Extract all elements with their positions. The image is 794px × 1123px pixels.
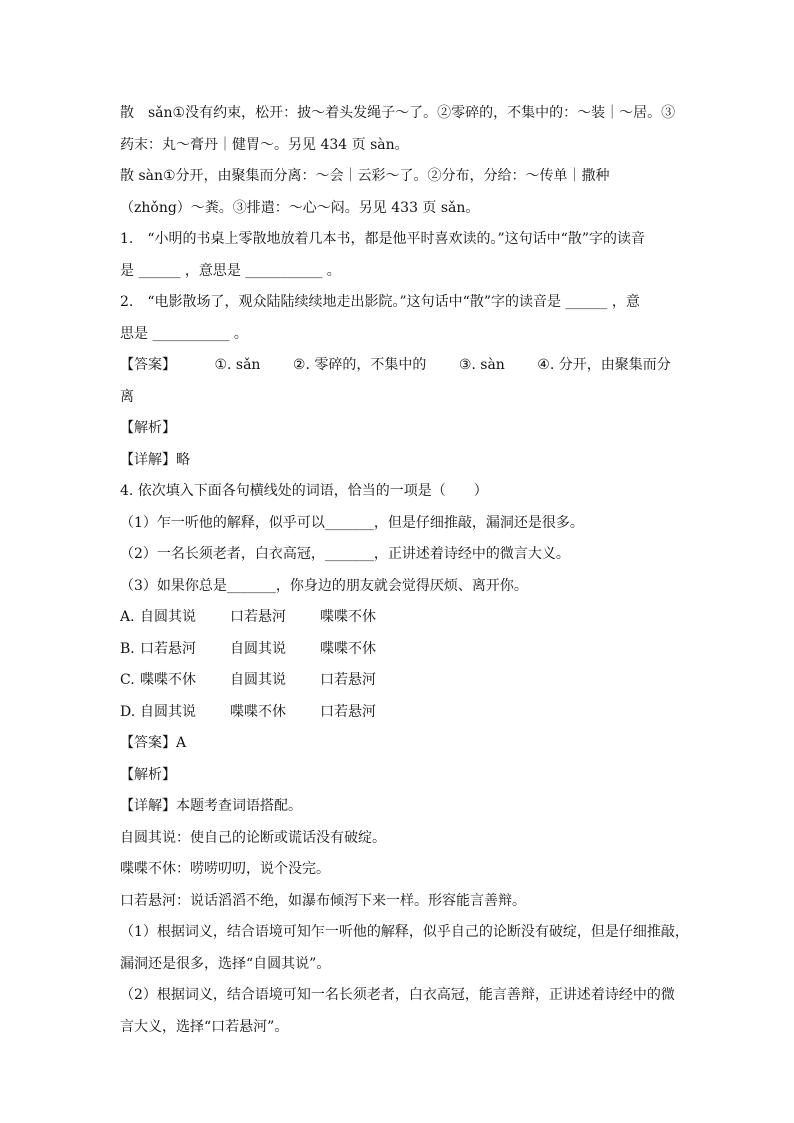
- answer-label: 【答案】: [120, 357, 176, 373]
- option-word-1: 喋喋不休: [140, 672, 196, 688]
- analysis-1-heading: 【解析】: [120, 420, 176, 436]
- analysis-4-heading: 【解析】: [120, 766, 176, 783]
- answer-1-row: [120, 350, 680, 382]
- option-label: D.: [120, 703, 136, 720]
- answer-4: 【答案】A: [120, 735, 187, 751]
- entry-san4-line1: 散 sàn①分开，由聚集而分离：～会｜云彩～了。②分布，分给：～传单｜撒种: [120, 168, 610, 184]
- answer-item-4: ④. 分开，由聚集而分: [537, 357, 671, 373]
- question-4-sentence-3: （3）如果你总是_______，你身边的朋友就会觉得厌烦、离开你。: [120, 577, 528, 594]
- option-label: A.: [120, 609, 135, 625]
- entry-san3-line1: 散 sǎn①没有约束，松开：披～着头发绳子～了。②零碎的，不集中的：～装｜～居。③: [120, 105, 676, 121]
- option-label: B.: [120, 640, 135, 657]
- question-2-line1: 2. “电影散场了，观众陆陆续续地走出影院。”这句话中“散”字的读音是 ______ ，意: [120, 294, 640, 310]
- explanation-1-line1: （1）根据词义，结合语境可知乍一听他的解释，似乎自己的论断没有破绽，但是仔细推敲，: [120, 924, 689, 940]
- question-4-sentence-1: （1）乍一听他的解释，似乎可以_______，但是仔细推敲，漏洞还是很多。: [120, 514, 584, 531]
- detail-4-heading: 【详解】本题考查词语搭配。: [120, 798, 302, 814]
- definition-1: 自圆其说：使自己的论断或谎话没有破绽。: [120, 829, 386, 846]
- explanation-2-line2: 言大义，选择“口若悬河”。: [120, 1018, 289, 1035]
- question-4-sentence-2: （2）一名长须老者，白衣高冠，_______，正讲述着诗经中的微言大义。: [120, 546, 570, 562]
- option-word-2: 喋喋不休: [230, 703, 286, 720]
- option-word-3: 喋喋不休: [320, 609, 376, 625]
- entry-san3-line2: 药末：丸～膏丹｜健胃～。另见 434 页 sàn。: [120, 136, 409, 153]
- answer-item-1: ①. sǎn: [214, 357, 261, 373]
- explanation-2-line1: （2）根据词义，结合语境可知一名长须老者，白衣高冠，能言善辩，正讲述着诗经中的微: [120, 987, 675, 1003]
- option-word-3: 口若悬河: [320, 703, 376, 720]
- option-word-1: 自圆其说: [140, 703, 196, 720]
- definition-3: 口若悬河：说话滔滔不绝，如瀑布倾泻下来一样。形容能言善辩。: [120, 892, 526, 909]
- option-word-2: 口若悬河: [230, 609, 286, 625]
- option-word-2: 自圆其说: [230, 672, 286, 688]
- option-b: [120, 634, 680, 666]
- question-2-line2: 思是 ___________ 。: [120, 325, 248, 342]
- question-1-line2: 是 ______ ，意思是 ___________ 。: [120, 262, 341, 279]
- question-4-stem: 4. 依次填入下面各句横线处的词语，恰当的一项是（ ）: [120, 483, 488, 499]
- answer-item-3: ③. sàn: [458, 357, 505, 373]
- option-d: [120, 697, 680, 729]
- option-word-1: 自圆其说: [140, 609, 196, 625]
- document-page: [120, 98, 689, 1043]
- option-word-3: 喋喋不休: [320, 640, 376, 657]
- option-word-2: 自圆其说: [230, 640, 286, 657]
- option-c: [120, 665, 680, 697]
- answer-item-2: ②. 零碎的，不集中的: [292, 357, 427, 373]
- option-word-1: 口若悬河: [140, 640, 196, 657]
- option-word-3: 口若悬河: [320, 672, 376, 688]
- definition-2: 喋喋不休：唠唠叨叨，说个没完。: [120, 861, 330, 877]
- question-1-line1: 1. “小明的书桌上零散地放着几本书，都是他平时喜欢读的。”这句话中“散”字的读音: [120, 231, 645, 247]
- option-a: [120, 602, 680, 634]
- detail-1: 【详解】略: [120, 451, 190, 468]
- entry-san4-line2: （zhǒng）～粪。③排遣：～心～闷。另见 433 页 sǎn。: [120, 199, 480, 216]
- explanation-1-line2: 漏洞还是很多，选择“自圆其说”。: [120, 955, 331, 972]
- answer-1-continuation: 离: [120, 388, 134, 405]
- option-label: C.: [120, 672, 135, 688]
